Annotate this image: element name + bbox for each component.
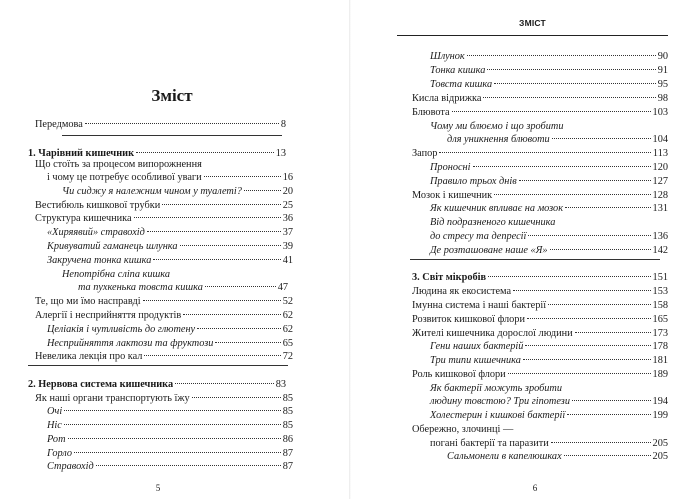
toc-entry bbox=[35, 350, 293, 363]
toc-entry-label: Очі bbox=[47, 406, 63, 417]
toc-entry-label: Горло bbox=[47, 448, 72, 459]
dot-leader bbox=[550, 249, 651, 250]
section-divider bbox=[410, 259, 660, 260]
toc-page-number: 52 bbox=[282, 296, 293, 307]
toc-entry bbox=[447, 133, 668, 146]
dot-leader bbox=[192, 397, 281, 398]
toc-entry bbox=[47, 460, 293, 473]
toc-entry bbox=[430, 437, 668, 450]
section-divider bbox=[62, 135, 282, 136]
toc-entry bbox=[430, 354, 668, 367]
dot-leader bbox=[523, 359, 651, 360]
dot-leader bbox=[452, 111, 651, 112]
toc-entry bbox=[35, 309, 293, 322]
toc-page-number: 103 bbox=[652, 107, 668, 118]
dot-leader bbox=[548, 304, 650, 305]
dot-leader bbox=[183, 314, 280, 315]
toc-entry-label: та пухкенька товста кишка bbox=[78, 282, 203, 293]
toc-entry bbox=[412, 368, 668, 381]
dot-leader bbox=[205, 286, 276, 287]
toc-entry-label: Чи сиджу я належним чином у туалеті? bbox=[62, 186, 242, 197]
toc-entry-label: Де розташоване наше «Я» bbox=[430, 245, 548, 256]
toc-entry bbox=[412, 299, 668, 312]
toc-page-number: 205 bbox=[652, 451, 668, 462]
toc-page-number: 199 bbox=[652, 410, 668, 421]
toc-page-number: 20 bbox=[282, 186, 293, 197]
toc-page-number: 120 bbox=[652, 162, 668, 173]
toc-entry-label: до стресу та депресії bbox=[430, 231, 527, 242]
toc-entry bbox=[412, 147, 668, 160]
toc-entry-label: Закручена тонка кишка bbox=[47, 255, 152, 266]
toc-entry bbox=[47, 171, 293, 184]
dot-leader bbox=[147, 231, 281, 232]
toc-page-number: 173 bbox=[652, 328, 668, 339]
toc-entry-label: для уникнення блювоти bbox=[447, 134, 550, 145]
toc-page-number: 90 bbox=[657, 51, 668, 62]
dot-leader bbox=[528, 235, 650, 236]
toc-entry bbox=[430, 230, 668, 243]
toc-entry bbox=[47, 447, 293, 460]
toc-entry bbox=[78, 281, 288, 294]
running-head-rule bbox=[397, 35, 668, 36]
dot-leader bbox=[508, 373, 651, 374]
toc-entry-label: і чому це потребує особливої уваги bbox=[47, 172, 202, 183]
toc-entry bbox=[28, 378, 286, 391]
toc-entry-label: Передмова bbox=[35, 119, 83, 130]
toc-page-number: 136 bbox=[652, 231, 668, 242]
toc-entry-label: Кисла відрижка bbox=[412, 93, 482, 104]
toc-page-number: 178 bbox=[652, 341, 668, 352]
toc-page-number: 13 bbox=[275, 148, 286, 159]
toc-entry-label: Сальмонели в капелюшках bbox=[447, 451, 562, 462]
toc-page-number: 128 bbox=[652, 190, 668, 201]
toc-entry-label: людину товстою? Три гіпотези bbox=[430, 396, 570, 407]
toc-entry-label: Правило трьох днів bbox=[430, 176, 517, 187]
dot-leader bbox=[551, 442, 651, 443]
toc-entry bbox=[47, 254, 293, 267]
toc-entry bbox=[47, 405, 293, 418]
toc-entry bbox=[47, 240, 293, 253]
toc-entry bbox=[35, 295, 293, 308]
toc-entry-label: Жителі кишечника дорослої людини bbox=[412, 328, 573, 339]
toc-entry-label: Кривуватий гаманець шлунка bbox=[47, 241, 178, 252]
toc-entry-label: Три типи кишечника bbox=[430, 355, 521, 366]
toc-page-number: 189 bbox=[652, 369, 668, 380]
toc-entry-label: Целіакія і чутливість до глютену bbox=[47, 324, 196, 335]
toc-entry-label: Алергії і несприйняття продуктів bbox=[35, 310, 182, 321]
dot-leader bbox=[175, 383, 274, 384]
dot-leader bbox=[525, 345, 650, 346]
toc-entry bbox=[412, 106, 668, 119]
toc-entry-label: Імунна система і наші бактерії bbox=[412, 300, 547, 311]
toc-entry-label: Що стоїть за процесом випорожнення bbox=[35, 159, 202, 170]
toc-page-number: 205 bbox=[652, 438, 668, 449]
toc-entry bbox=[35, 199, 293, 212]
toc-page-number: 104 bbox=[652, 134, 668, 145]
dot-leader bbox=[64, 410, 280, 411]
toc-page-number: 91 bbox=[657, 65, 668, 76]
toc-entry-label: Обережно, злочинці — bbox=[412, 424, 514, 435]
toc-entry-label: Розвиток кишкової флори bbox=[412, 314, 525, 325]
toc-entry-label: Запор bbox=[412, 148, 438, 159]
toc-entry-label: Товста кишка bbox=[430, 79, 493, 90]
toc-entry-label: 3. Світ мікробів bbox=[412, 272, 487, 283]
toc-page-number: 98 bbox=[657, 93, 668, 104]
toc-entry-label: Чому ми блюємо і що зробити bbox=[430, 121, 564, 132]
toc-entry-label: Ніс bbox=[47, 420, 62, 431]
toc-entry-label: Стравохід bbox=[47, 461, 94, 472]
toc-entry bbox=[412, 327, 668, 340]
dot-leader bbox=[244, 190, 281, 191]
dot-leader bbox=[180, 245, 281, 246]
toc-entry bbox=[62, 185, 293, 198]
toc-page-number: 87 bbox=[282, 461, 293, 472]
toc-page-number: 85 bbox=[282, 420, 293, 431]
dot-leader bbox=[64, 424, 281, 425]
toc-page-number: 151 bbox=[652, 272, 668, 283]
toc-page-number: 65 bbox=[282, 338, 293, 349]
toc-page-number: 72 bbox=[282, 351, 293, 362]
toc-page-number: 16 bbox=[282, 172, 293, 183]
toc-entry bbox=[35, 118, 286, 131]
toc-entry-label: Проносні bbox=[430, 162, 471, 173]
dot-leader bbox=[473, 166, 651, 167]
toc-entry bbox=[35, 212, 293, 225]
toc-page-number: 39 bbox=[282, 241, 293, 252]
toc-entry-label: Як кишечник впливає на мозок bbox=[430, 203, 564, 214]
toc-page-number: 153 bbox=[652, 286, 668, 297]
toc-entry-label: Невелика лекція про кал bbox=[35, 351, 143, 362]
section-divider bbox=[28, 365, 288, 366]
toc-entry bbox=[47, 337, 293, 350]
toc-page-number: 181 bbox=[652, 355, 668, 366]
toc-entry bbox=[430, 78, 668, 91]
toc-page-number: 85 bbox=[282, 393, 293, 404]
toc-entry-label: Мозок і кишечник bbox=[412, 190, 493, 201]
dot-leader bbox=[494, 194, 650, 195]
toc-entry bbox=[430, 64, 668, 77]
toc-entry-label: Шлунок bbox=[430, 51, 465, 62]
toc-entry bbox=[47, 323, 293, 336]
toc-entry bbox=[430, 244, 668, 257]
toc-entry bbox=[47, 226, 293, 239]
toc-entry bbox=[430, 175, 668, 188]
toc-page-number: 165 bbox=[652, 314, 668, 325]
dot-leader bbox=[552, 138, 651, 139]
dot-leader bbox=[204, 176, 281, 177]
dot-leader bbox=[575, 332, 651, 333]
toc-page-number: 95 bbox=[657, 79, 668, 90]
toc-page-number: 194 bbox=[652, 396, 668, 407]
toc-page-number: 8 bbox=[280, 119, 286, 130]
toc-entry bbox=[412, 92, 668, 105]
dot-leader bbox=[215, 342, 280, 343]
toc-page-number: 36 bbox=[282, 213, 293, 224]
toc-entry-label: Від подразненого кишечника bbox=[430, 217, 556, 228]
toc-entry bbox=[430, 409, 668, 422]
toc-entry bbox=[447, 450, 668, 463]
page-number: 5 bbox=[155, 483, 161, 493]
right-page bbox=[350, 0, 700, 499]
dot-leader bbox=[527, 318, 651, 319]
toc-page-number: 37 bbox=[282, 227, 293, 238]
running-head: ЗМІСТ bbox=[519, 18, 546, 28]
toc-entry-label: Як бактерії можуть зробити bbox=[430, 383, 563, 394]
dot-leader bbox=[96, 465, 281, 466]
toc-page-number: 86 bbox=[282, 434, 293, 445]
toc-entry bbox=[430, 202, 668, 215]
toc-entry bbox=[412, 189, 668, 202]
toc-page-number: 83 bbox=[275, 379, 286, 390]
toc-entry-label: Структура кишечника bbox=[35, 213, 132, 224]
toc-page-number: 142 bbox=[652, 245, 668, 256]
dot-leader bbox=[136, 152, 274, 153]
toc-entry-label: «Хиряявий» стравохід bbox=[47, 227, 145, 238]
toc-page-number: 131 bbox=[652, 203, 668, 214]
toc-entry bbox=[47, 419, 293, 432]
dot-leader bbox=[564, 455, 651, 456]
dot-leader bbox=[74, 452, 281, 453]
dot-leader bbox=[572, 400, 651, 401]
dot-leader bbox=[467, 55, 656, 56]
toc-entry-label: Людина як екосистема bbox=[412, 286, 512, 297]
dot-leader bbox=[144, 355, 280, 356]
toc-page-number: 87 bbox=[282, 448, 293, 459]
toc-entry bbox=[430, 161, 668, 174]
toc-entry-label: Те, що ми їмо насправді bbox=[35, 296, 141, 307]
dot-leader bbox=[487, 69, 655, 70]
toc-entry-label: Тонка кишка bbox=[430, 65, 486, 76]
toc-entry-label: Холестерин і кишкові бактерії bbox=[430, 410, 566, 421]
toc-entry bbox=[47, 433, 293, 446]
toc-entry bbox=[412, 313, 668, 326]
toc-entry bbox=[430, 50, 668, 63]
toc-entry bbox=[35, 392, 293, 405]
toc-entry-label: 2. Нервова система кишечника bbox=[28, 379, 174, 390]
dot-leader bbox=[439, 152, 651, 153]
toc-page-number: 47 bbox=[277, 282, 288, 293]
dot-leader bbox=[162, 204, 280, 205]
toc-entry-label: Блювота bbox=[412, 107, 450, 118]
dot-leader bbox=[153, 259, 280, 260]
page-number: 6 bbox=[532, 483, 538, 493]
toc-page-number: 158 bbox=[652, 300, 668, 311]
toc-page-number: 113 bbox=[652, 148, 668, 159]
toc-page-number: 85 bbox=[282, 406, 293, 417]
dot-leader bbox=[567, 414, 650, 415]
dot-leader bbox=[488, 276, 651, 277]
toc-entry-label: Роль кишкової флори bbox=[412, 369, 506, 380]
dot-leader bbox=[134, 217, 281, 218]
dot-leader bbox=[197, 328, 281, 329]
toc-entry bbox=[412, 271, 668, 284]
dot-leader bbox=[565, 207, 651, 208]
toc-page-number: 127 bbox=[652, 176, 668, 187]
toc-entry-label: 1. Чарівний кишечник bbox=[28, 148, 135, 159]
toc-page-number: 25 bbox=[282, 200, 293, 211]
toc-page-number: 62 bbox=[282, 324, 293, 335]
toc-entry-label: Як наші органи транспортують їжу bbox=[35, 393, 190, 404]
dot-leader bbox=[519, 180, 651, 181]
dot-leader bbox=[85, 123, 279, 124]
toc-entry-label: Гени наших бактерій bbox=[430, 341, 524, 352]
toc-entry-label: Непотрібна сліпа кишка bbox=[62, 269, 170, 280]
toc-entry-label: погані бактерії та паразити bbox=[430, 438, 549, 449]
dot-leader bbox=[143, 300, 281, 301]
toc-entry bbox=[430, 340, 668, 353]
dot-leader bbox=[483, 97, 655, 98]
toc-entry-label: Рот bbox=[47, 434, 66, 445]
toc-entry-label: Несприйняття лактози та фруктози bbox=[47, 338, 214, 349]
dot-leader bbox=[494, 83, 656, 84]
dot-leader bbox=[68, 438, 281, 439]
toc-entry bbox=[430, 395, 668, 408]
toc-entry-label: Вестибюль кишкової трубки bbox=[35, 200, 161, 211]
page-title: Зміст bbox=[151, 86, 193, 105]
toc-entry bbox=[412, 285, 668, 298]
toc-page-number: 62 bbox=[282, 310, 293, 321]
toc-page-number: 41 bbox=[282, 255, 293, 266]
dot-leader bbox=[513, 290, 650, 291]
